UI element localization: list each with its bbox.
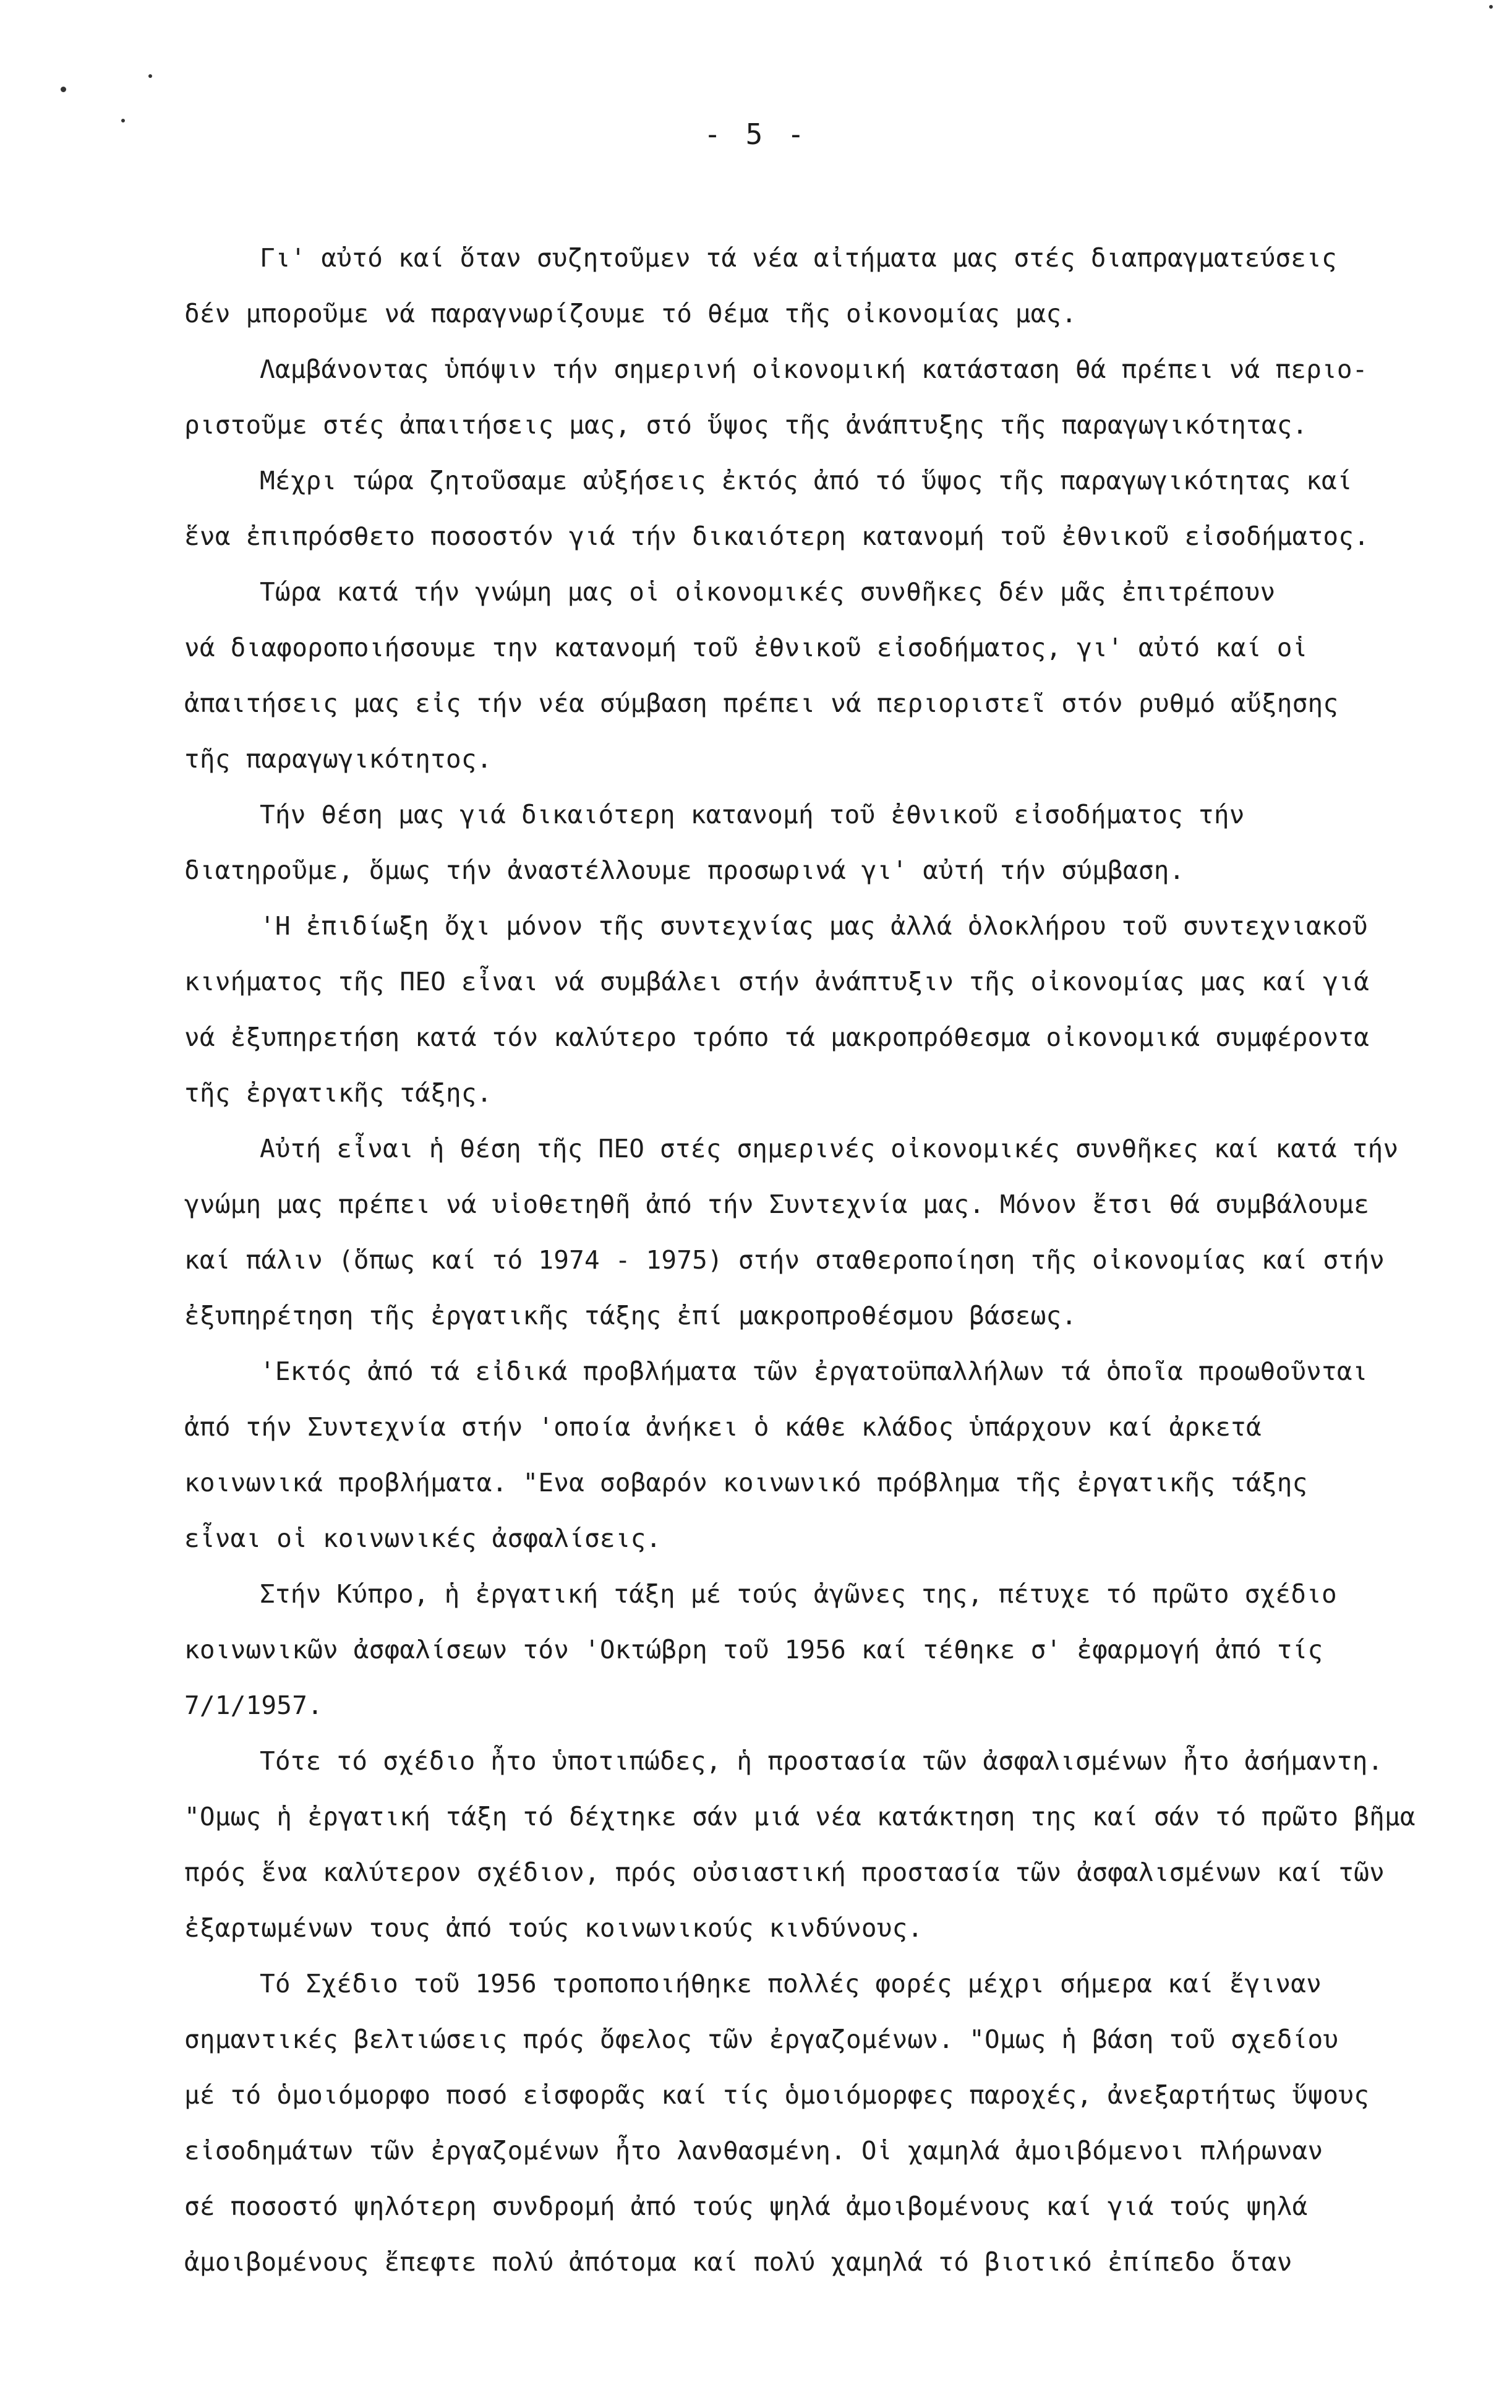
scan-speck [61,87,66,92]
text-line: Αὐτή εἶναι ἡ θέση τῆς ΠΕΟ στές σημερινές οἰκονομικές συνθῆκες καί κατά τήν [260,1134,1399,1163]
text-line: σέ ποσοστό ψηλότερη συνδρομή ἀπό τούς ψηλά ἀμοιβομένους καί γιά τούς ψηλά [184,2192,1308,2221]
scan-speck [1489,5,1493,9]
text-line: Γι' αὐτό καί ὅταν συζητοῦμεν τά νέα αἰτήματα μας στές διαπραγματεύσεις [260,243,1337,273]
text-line: ἀπό τήν Συντεχνία στήν 'οποία ἀνήκει ὁ κάθε κλάδος ὑπάρχουν καί ἀρκετά [184,1412,1262,1442]
page-number: - 5 - [704,118,808,151]
text-line: πρός ἕνα καλύτερον σχέδιον, πρός οὐσιαστική προστασία τῶν ἀσφαλισμένων καί τῶν [184,1857,1385,1887]
text-line: ριστοῦμε στές ἀπαιτήσεις μας, στό ὕψος τῆς ἀνάπτυξης τῆς παραγωγικότητας. [184,410,1308,440]
text-line: διατηροῦμε, ὅμως τήν ἀναστέλλουμε προσωρινά γι' αὐτή τήν σύμβαση. [184,855,1185,885]
text-line: σημαντικές βελτιώσεις πρός ὄφελος τῶν ἐργαζομένων. "Ομως ἡ βάση τοῦ σχεδίου [184,2025,1339,2054]
text-line: δέν μποροῦμε νά παραγνωρίζουμε τό θέμα τῆς οἰκονομίας μας. [184,299,1077,328]
text-line: 'Εκτός ἀπό τά εἰδικά προβλήματα τῶν ἐργατοϋπαλλήλων τά ὁποῖα προωθοῦνται [260,1356,1368,1386]
text-line: ἀμοιβομένους ἔπεφτε πολύ ἀπότομα καί πολύ χαμηλά τό βιοτικό ἐπίπεδο ὅταν [184,2247,1292,2277]
body-text [184,230,1416,2290]
text-line: Λαμβάνοντας ὑπόψιν τήν σημερινή οἰκονομική κατάσταση θά πρέπει νά περιο- [260,354,1368,384]
text-line: καί πάλιν (ὅπως καί τό 1974 - 1975) στήν σταθεροποίηση τῆς οἰκονομίας καί στήν [184,1245,1385,1275]
text-line: κοινωνικῶν ἀσφαλίσεων τόν 'Οκτώβρη τοῦ 1956 καί τέθηκε σ' ἐφαρμογή ἀπό τίς [184,1635,1323,1665]
scan-speck [148,74,152,78]
text-line: εἶναι οἱ κοινωνικές ἀσφαλίσεις. [184,1523,662,1553]
text-line: ἐξυπηρέτηση τῆς ἐργατικῆς τάξης ἐπί μακροπροθέσμου βάσεως. [184,1301,1077,1330]
text-line: κινήματος τῆς ΠΕΟ εἶναι νά συμβάλει στήν ἀνάπτυξιν τῆς οἰκονομίας μας καί γιά [184,967,1370,996]
text-line: τῆς ἐργατικῆς τάξης. [184,1078,492,1108]
text-line: 'Η ἐπιδίωξη ὄχι μόνον τῆς συντεχνίας μας ἀλλά ὁλοκλήρου τοῦ συντεχνιακοῦ [260,911,1368,941]
text-line: νά διαφοροποιήσουμε την κατανομή τοῦ ἐθνικοῦ εἰσοδήματος, γι' αὐτό καί οἱ [184,633,1308,662]
text-line: μέ τό ὁμοιόμορφο ποσό εἰσφορᾶς καί τίς ὁμοιόμορφες παροχές, ἀνεξαρτήτως ὕψους [184,2080,1370,2110]
text-line: Στήν Κύπρο, ἡ ἐργατική τάξη μέ τούς ἀγῶνες της, πέτυχε τό πρῶτο σχέδιο [260,1579,1337,1609]
text-line: εἰσοδημάτων τῶν ἐργαζομένων ἦτο λανθασμένη. Οἱ χαμηλά ἀμοιβόμενοι πλήρωναν [184,2136,1323,2166]
text-line: Μέχρι τώρα ζητοῦσαμε αὐξήσεις ἐκτός ἀπό τό ὕψος τῆς παραγωγικότητας καί [260,466,1352,495]
text-line: Τότε τό σχέδιο ἦτο ὑποτιπώδες, ἡ προστασία τῶν ἀσφαλισμένων ἦτο ἀσήμαντη. [260,1746,1383,1776]
text-line: Τώρα κατά τήν γνώμη μας οἱ οἰκονομικές συνθῆκες δέν μᾶς ἐπιτρέπουν [260,577,1276,607]
text-line: κοινωνικά προβλήματα. "Ενα σοβαρόν κοινωνικό πρόβλημα τῆς ἐργατικῆς τάξης [184,1468,1308,1498]
text-line: 7/1/1957. [184,1690,323,1720]
text-line: γνώμη μας πρέπει νά υἱοθετηθῆ ἀπό τήν Συντεχνία μας. Μόνον ἔτσι θά συμβάλουμε [184,1189,1370,1219]
text-line: Τό Σχέδιο τοῦ 1956 τροποποιήθηκε πολλές φορές μέχρι σήμερα καί ἔγιναν [260,1969,1322,1999]
text-line: τῆς παραγωγικότητος. [184,744,492,774]
text-line: "Ομως ἡ ἐργατική τάξη τό δέχτηκε σάν μιά νέα κατάκτηση της καί σάν τό πρῶτο βῆμα [184,1802,1416,1832]
text-line: Τήν θέση μας γιά δικαιότερη κατανομή τοῦ ἐθνικοῦ εἰσοδήματος τήν [260,800,1245,829]
text-line: ἀπαιτήσεις μας εἰς τήν νέα σύμβαση πρέπει νά περιοριστεῖ στόν ρυθμό αὔξησης [184,688,1339,718]
text-line: ἕνα ἐπιπρόσθετο ποσοστόν γιά τήν δικαιότερη κατανομή τοῦ ἐθνικοῦ εἰσοδήματος. [184,521,1370,551]
text-line: ἐξαρτωμένων τους ἀπό τούς κοινωνικούς κινδύνους. [184,1913,923,1943]
text-line: νά ἐξυπηρετήση κατά τόν καλύτερο τρόπο τά μακροπρόθεσμα οἰκονομικά συμφέροντα [184,1022,1370,1052]
